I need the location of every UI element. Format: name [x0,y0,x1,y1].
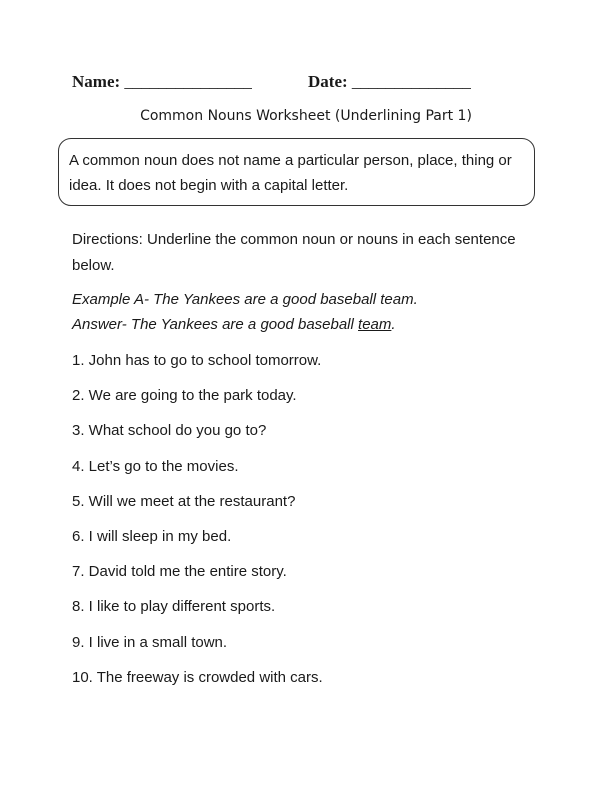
date-field [308,72,471,92]
answer-suffix: . [391,316,396,333]
definition-box [58,138,535,206]
answer-prefix: Answer- The Yankees are a good baseball [72,316,359,333]
sentence-item: 9. I live in a small town. [72,633,228,651]
sentence-item: 2. We are going to the park today. [72,387,297,405]
sentence-item: 8. I like to play different sports. [72,598,276,616]
example-block [72,287,542,337]
name-label: Name: [72,72,121,91]
sentence-item: 7. David told me the entire story. [72,563,287,581]
answer-underlined-word: team [358,316,392,333]
name-field [72,72,252,92]
example-line: Example A- The Yankees are a good baseball team. [72,291,418,308]
sentence-list [72,348,542,700]
sentence-item: 4. Let’s go to the movies. [72,457,239,475]
date-label: Date: [308,72,348,91]
example-answer [72,312,542,337]
worksheet-title: Common Nouns Worksheet (Underlining Part 1) [140,108,472,124]
date-blank: ______________ [351,72,471,91]
sentence-item: 1. John has to go to school tomorrow. [72,352,322,369]
header-row [72,72,542,96]
directions-text: Directions: Underline the common noun or nouns in each sentence below. [72,231,516,274]
sentence-item: 3. What school do you go to? [72,422,267,440]
name-blank: _______________ [124,72,252,91]
sentence-item: 6. I will sleep in my bed. [72,527,232,545]
sentence-item: 10. The freeway is crowded with cars. [72,668,323,686]
definition-text: A common noun does not name a particular person, place, thing or idea. It does not begin with a capital letter. [69,152,512,194]
sentence-item: 5. Will we meet at the restaurant? [72,492,296,510]
